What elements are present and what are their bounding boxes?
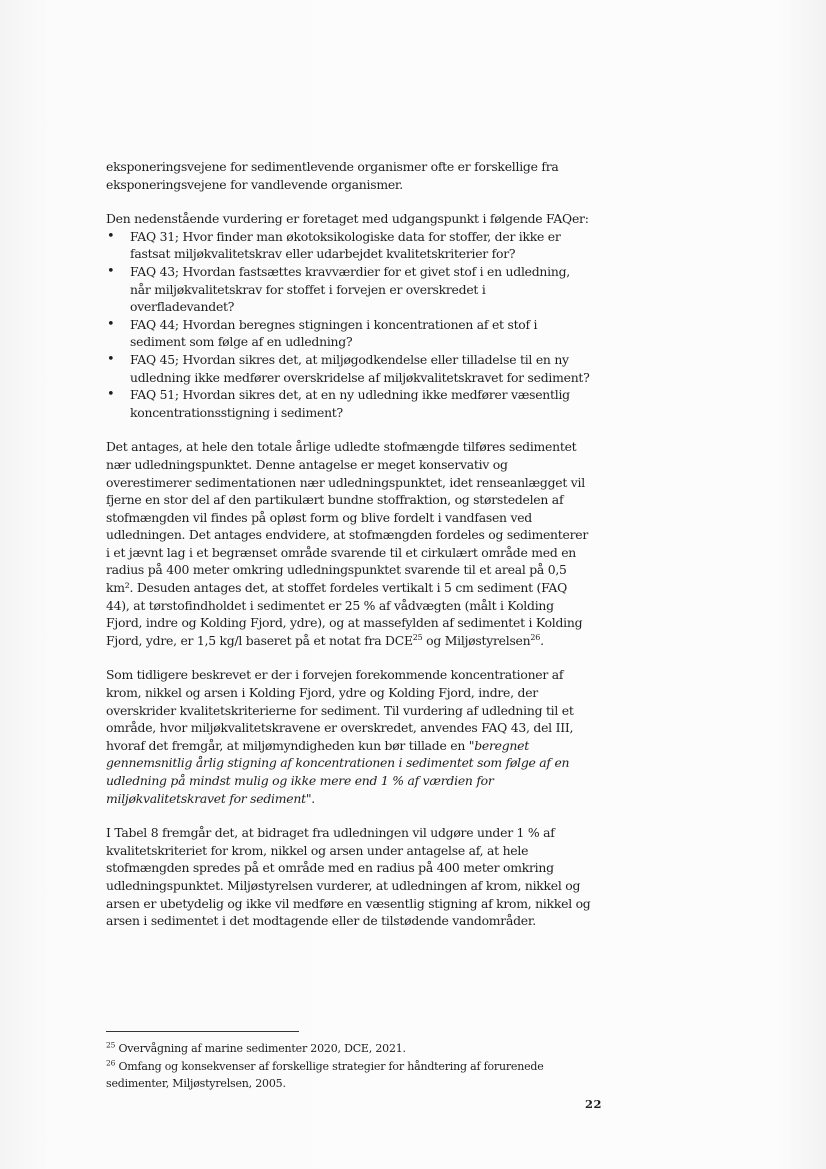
previous-text: Som tidligere beskrevet er der i forvejen forekommende koncentrationer af krom, nikkel og arsen i Kolding Fjord, ydre og Kolding Fjord, indre, der overskrider kvalitetskriterierne for sediment. Til vurdering af udledning til et område, hvor miljøkvalitetskravene er overskredet, anvendes FAQ 43, del III, hvoraf det fremgår, at miljømyndigheden kun bør tillade en " bbox=[106, 667, 574, 753]
faq-item-44: • FAQ 44; Hvordan beregnes stigningen i koncentrationen af et stof i sediment som følge af en udledning? bbox=[106, 316, 592, 351]
body-text bbox=[106, 158, 592, 947]
faq-item-45: • FAQ 45; Hvordan sikres det, at miljøgodkendelse eller tilladelse til en ny udledning ikke medfører overskridelse af miljøkvalitetskravet for sediment? bbox=[106, 351, 592, 386]
previous-end: ". bbox=[305, 790, 315, 806]
faq-intro: Den nedenstående vurdering er foretaget med udgangspunkt i følgende FAQer: bbox=[106, 211, 589, 227]
faq43-quote: beregnet gennemsnitlig årlig stigning af koncentrationen i sedimentet som følge af en udledning på mindst mulig og ikke mere end 1 % af værdien for miljøkvalitetskravet for sediment bbox=[106, 737, 570, 806]
footnotes bbox=[106, 1040, 592, 1093]
assumption-mid: og Miljøstyrelsen bbox=[422, 632, 531, 648]
footnote-divider bbox=[106, 1031, 299, 1032]
footnote-number: 25 bbox=[106, 1040, 116, 1050]
footnote-26 bbox=[106, 1058, 592, 1093]
intro-line-1: eksponeringsvejene for sedimentlevende organismer ofte er forskellige fra bbox=[106, 159, 559, 174]
faq-item-31: • FAQ 31; Hvor finder man økotoksikologiske data for stoffer, der ikke er fastsat miljøkvalitetskrav eller udarbejdet kvalitetskriterier for? bbox=[106, 228, 592, 263]
table8-paragraph: I Tabel 8 fremgår det, at bidraget fra udledningen vil udgøre under 1 % af kvalitetskriteriet for krom, nikkel og arsen under antagelse af, at hele stofmængden spredes på et område med en radius på 400 meter omkring udledningspunktet. Miljøstyrelsen vurderer, at udledningen af krom, nikkel og arsen er ubetydelig og ikke vil medføre en væsentlig stigning af krom, nikkel og arsen i sedimentet i det modtagende eller de tilstødende vandområder. bbox=[106, 825, 591, 929]
assumption-text: Det antages, at hele den totale årlige udledte stofmængde tilføres sedimentet nær udledningspunktet. Denne antagelse er meget konservativ og overestimerer sedimentationen nær udledningspunktet, idet renseanlægget vil fjerne en stor del af den partikulært bundne stoffraktion, og størstedelen af stofmængden vil findes på opløst form og blive fordelt i vandfasen ved udledningen. Det antages endvidere, at stofmængden fordeles og sedimenterer i et jævnt lag i et begrænset område svarende til et cirkulært område med en radius på 400 meter omkring udledningspunktet svarende til et areal på 0,5 km². Desuden antages det, at stoffet fordeles vertikalt i 5 cm sediment (FAQ 44), at tørstofindholdet i sedimentet er 25 % af vådvægten (målt i Kolding Fjord, indre og Kolding Fjord, ydre), og at massefylden af sedimentet i Kolding Fjord, ydre, er 1,5 kg/l baseret på et notat fra DCE bbox=[106, 439, 588, 648]
footnote-number: 26 bbox=[106, 1057, 116, 1067]
footnote-text: Omfang og konsekvenser af forskellige strategier for håndtering af forurenede sedimenter, Miljøstyrelsen, 2005. bbox=[106, 1059, 544, 1091]
intro-line-2: eksponeringsvejene for vandlevende organismer. bbox=[106, 176, 403, 192]
footnote-25 bbox=[106, 1040, 592, 1058]
faq-list bbox=[106, 228, 592, 422]
faq-item-51: • FAQ 51; Hvordan sikres det, at en ny udledning ikke medfører væsentlig koncentrationsstigning i sediment? bbox=[106, 386, 592, 421]
footnote-ref-26: 26 bbox=[530, 632, 541, 642]
footnote-ref-25: 25 bbox=[412, 632, 423, 642]
intro-paragraph bbox=[106, 158, 592, 193]
assumption-paragraph bbox=[106, 438, 592, 649]
previous-paragraph bbox=[106, 666, 592, 807]
page-number: 22 bbox=[584, 1097, 602, 1111]
footnote-text: Overvågning af marine sedimenter 2020, DCE, 2021. bbox=[118, 1042, 406, 1055]
faq-item-43: • FAQ 43; Hvordan fastsættes kravværdier for et givet stof i en udledning, når miljøkvalitetskrav for stoffet i forvejen er overskredet i overfladevandet? bbox=[106, 263, 592, 316]
assumption-end: . bbox=[540, 632, 544, 648]
